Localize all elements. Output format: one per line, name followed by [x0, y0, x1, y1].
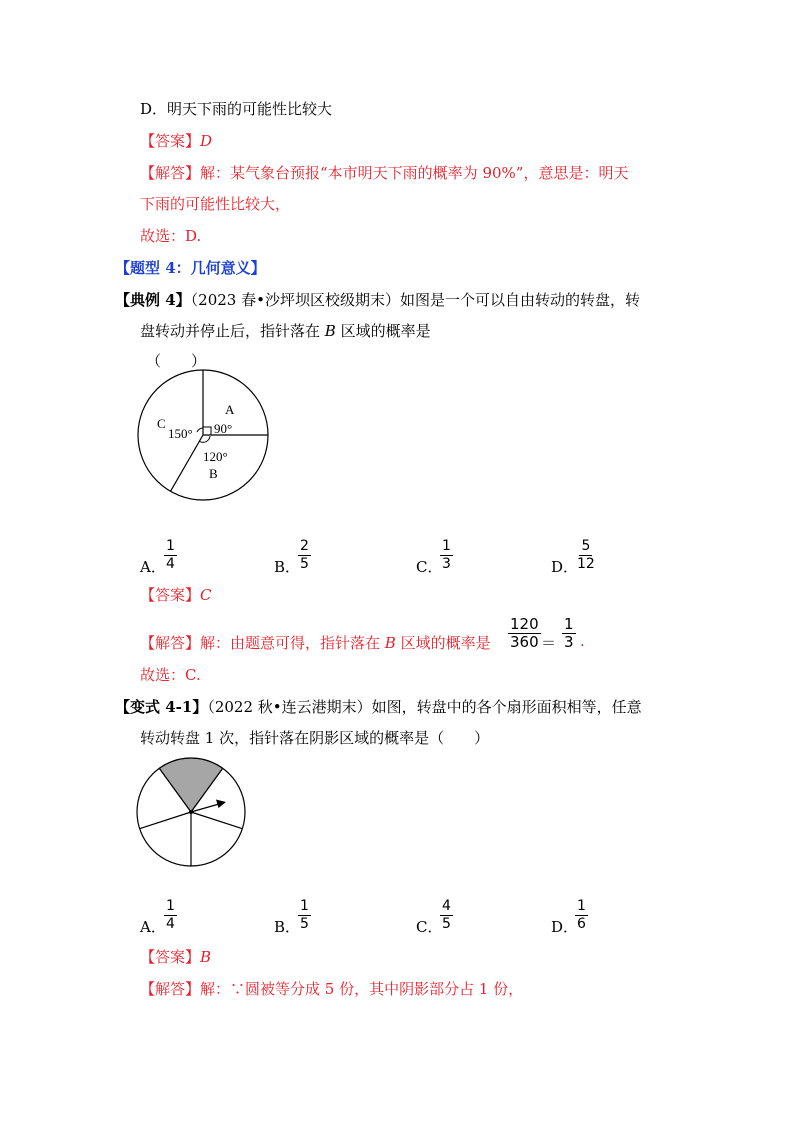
variant41-option-3-fraction	[575, 898, 588, 933]
explain-line-2: 下雨的可能性比较大，	[140, 195, 291, 213]
example4-option-1-fraction	[298, 538, 311, 573]
example4-option-2-letter: C．	[416, 558, 443, 576]
fraction-denominator: 3	[442, 556, 451, 572]
fraction-denominator: 5	[442, 916, 451, 932]
fraction-denominator: 4	[166, 556, 175, 572]
fraction-denominator: 360	[510, 633, 539, 651]
angle-label-a: 90°	[214, 421, 233, 436]
sector-divider-2	[191, 812, 242, 829]
fraction-120-360	[508, 616, 541, 651]
variant41-option-0-letter: A．	[140, 918, 166, 936]
fraction-numerator: 120	[510, 615, 539, 633]
answer-line	[140, 130, 212, 151]
variant41-line1	[115, 696, 642, 717]
pointer-arrow-head	[216, 800, 226, 809]
shaded-sector	[159, 758, 222, 812]
variant41-option-0-fraction	[164, 898, 177, 933]
fraction-numerator: 1	[442, 538, 451, 554]
fraction-numerator: 1	[166, 538, 175, 554]
variant41-option-1-fraction	[298, 898, 311, 933]
fraction-denominator: 4	[166, 916, 175, 932]
fraction-denominator: 6	[577, 916, 586, 932]
example4-text2a: 盘转动并停止后，指针落在	[140, 322, 325, 340]
explain-tag: 【解答】	[140, 164, 201, 182]
section-title: 【题型 4：几何意义】	[115, 259, 266, 277]
variant41-tag: 【变式 4-1】	[115, 698, 208, 716]
equals-sign: ＝	[541, 634, 557, 652]
fraction-denominator: 5	[300, 916, 309, 932]
fraction-numerator: 1	[300, 898, 309, 914]
spinner-figure-five	[133, 754, 253, 874]
fraction-numerator: 4	[442, 898, 451, 914]
variant41-answer-line	[140, 946, 211, 967]
fraction-numerator: 2	[300, 538, 309, 554]
angle-label-c: 150°	[168, 426, 193, 441]
explain-text: 解：∵圆被等分成 5 份，其中阴影部分占 1 份，	[200, 980, 524, 998]
sector-label-c: C	[157, 416, 166, 431]
answer-tag: 【答案】	[140, 132, 201, 150]
sector-divider-4	[140, 812, 191, 829]
example4-option-3-fraction	[575, 538, 597, 573]
angle-label-b: 120°	[203, 449, 228, 464]
example4-option-0-letter: A．	[140, 558, 166, 576]
radius-lower-left	[171, 435, 204, 491]
explain-end: .	[580, 632, 585, 650]
variant41-option-2-letter: C．	[416, 918, 443, 936]
option-d-text: D．明天下雨的可能性比较大	[140, 100, 333, 118]
fraction-numerator: 1	[577, 898, 586, 914]
explain-tag: 【解答】	[140, 980, 201, 998]
example4-bracket: （ ）	[146, 352, 207, 370]
variant41-option-2-fraction	[440, 898, 453, 933]
variant41-line2: 转动转盘 1 次，指针落在阴影区域的概率是（ ）	[140, 729, 490, 747]
example4-tag: 【典例 4】	[115, 291, 191, 309]
sector-label-b: B	[209, 466, 218, 481]
fraction-denominator: 5	[300, 556, 309, 572]
fraction-numerator: 1	[564, 615, 574, 633]
variant41-option-1-letter: B．	[274, 918, 301, 936]
sector-label-a: A	[225, 402, 235, 417]
example4-text1: （2023 春•沙坪坝区校级期末）如图是一个可以自由转动的转盘，转	[190, 291, 640, 309]
example4-option-2-fraction	[440, 538, 453, 573]
answer-value: C	[200, 586, 212, 604]
explain-text-1: 解：某气象台预报“本市明天下雨的概率为 90%”，意思是：明天	[200, 164, 629, 182]
example4-line1	[115, 289, 640, 310]
answer-value: D	[200, 132, 213, 150]
angle-arc-c	[197, 428, 203, 432]
variant41-option-3-letter: D．	[551, 918, 579, 936]
spinner-figure-abc	[130, 362, 280, 512]
right-angle-mark	[203, 427, 211, 435]
explain-line-1	[140, 162, 628, 183]
variant41-text1: （2022 秋•连云港期末）如图，转盘中的各个扇形面积相等，任意	[207, 698, 642, 716]
fraction-1-3	[562, 616, 576, 651]
example4-line2	[140, 320, 431, 341]
example4-conclusion: 故选：C.	[140, 666, 201, 684]
conclusion: 故选：D.	[140, 227, 202, 245]
example4-var: B	[324, 322, 336, 340]
explain-tag: 【解答】	[140, 634, 201, 652]
explain-text-b: 区域的概率是	[395, 634, 491, 652]
fraction-numerator: 1	[166, 898, 175, 914]
example4-answer-line	[140, 584, 212, 605]
explain-text-a: 解：由题意可得，指针落在	[200, 634, 385, 652]
example4-option-0-fraction	[164, 538, 177, 573]
fraction-denominator: 3	[564, 633, 574, 651]
explain-var: B	[384, 634, 396, 652]
fraction-numerator: 5	[581, 538, 591, 554]
example4-text2b: 区域的概率是	[335, 322, 431, 340]
example4-option-3-letter: D．	[551, 558, 579, 576]
example4-option-1-letter: B．	[274, 558, 301, 576]
answer-tag: 【答案】	[140, 948, 201, 966]
variant41-explain-line	[140, 978, 523, 999]
example4-explain-line	[140, 632, 491, 653]
answer-tag: 【答案】	[140, 586, 201, 604]
fraction-denominator: 12	[577, 556, 595, 572]
answer-value: B	[200, 948, 212, 966]
